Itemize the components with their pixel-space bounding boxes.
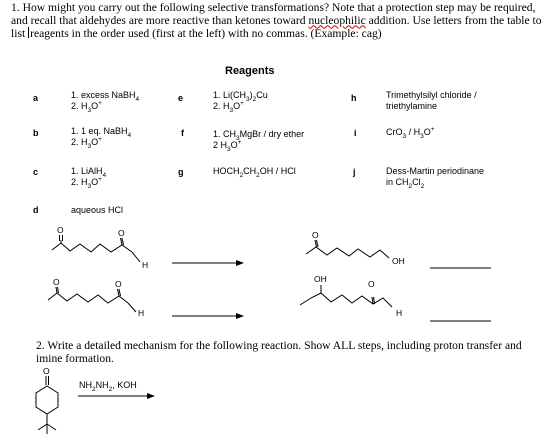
atom-hydroxyl: OH	[392, 256, 405, 266]
atom-oxygen: O	[118, 228, 125, 238]
question-1-part-3: reagents in the order used (first at the left) with no commas. (Example: cag)	[30, 27, 382, 41]
atom-hydroxyl: OH	[314, 274, 327, 284]
reagent-a: 1. excess NaBH$_4$ 2. $H_3O^+$	[71, 90, 140, 114]
atom-oxygen: O	[57, 225, 64, 235]
reagent-letter-b: b	[33, 128, 39, 138]
reagent-c: 1. LiAlH$_4$ 2. $H_3O^+$	[71, 166, 107, 190]
reagent-g: $HOCH_2CH_2OH$ / HCl	[213, 166, 296, 179]
reagent-letter-j: j	[353, 167, 356, 177]
reagent-d: aqueous HCl	[71, 205, 124, 215]
reagent-e: 1. $Li(CH_3)_2Cu$ 2. $H_3O^+$	[213, 90, 268, 114]
reagent-letter-d: d	[33, 205, 39, 215]
spellcheck-underlined-word: nucleophilic	[308, 13, 366, 27]
atom-hydrogen: H	[396, 308, 403, 318]
atom-oxygen: O	[312, 230, 319, 240]
question-2-reagents: $NH_2NH_2$, KOH	[79, 380, 137, 393]
reagent-letter-i: i	[354, 128, 357, 138]
question-1-part-2: addition. Use letters from the table to list	[11, 13, 542, 41]
reagent-f: 1. $CH_3MgBr$ / dry ether 2 $H_3O^+$	[213, 129, 305, 153]
atom-oxygen: O	[43, 366, 50, 376]
reagent-letter-g: g	[178, 167, 184, 177]
reagent-h: Trimethylsilyl chloride / triethylamine	[386, 90, 477, 111]
reagent-letter-h: h	[351, 93, 357, 103]
reagent-letter-c: c	[33, 167, 39, 177]
atom-oxygen: O	[53, 277, 60, 287]
atom-oxygen: O	[115, 279, 122, 289]
reagent-letter-e: e	[178, 93, 184, 103]
question-2-reactant-structure	[36, 366, 58, 434]
reagent-j: Dess-Martin periodinane in $CH_2Cl_2$	[386, 166, 485, 190]
atom-oxygen: O	[368, 279, 375, 289]
reaction-1-product-structure	[306, 230, 405, 266]
atom-hydrogen: H	[142, 260, 149, 270]
reaction-1-reactant-structure	[52, 225, 148, 270]
question-2-text: 2. Write a detailed mechanism for the following reaction. Show ALL steps, including proton transfer and imine formation.	[36, 339, 522, 365]
atom-hydrogen: H	[138, 308, 145, 318]
reagent-b: 1. 1 eq. NaBH$_4$ 2. $H_3O^+$	[71, 126, 132, 150]
question-1-part-1: 1. How might you carry out the following selective transformations? Note that a protection step may be required, and recall that aldehydes are more reactive than ketones toward	[11, 1, 536, 27]
reaction-2-product-structure	[300, 274, 402, 318]
reagent-i: $CrO_3 / H_3O^+$	[386, 126, 435, 140]
reagents-table-title: Reagents	[225, 65, 275, 77]
reagent-letter-a: a	[33, 93, 39, 103]
reaction-2-reactant-structure	[48, 277, 144, 318]
reagent-letter-f: f	[181, 128, 184, 138]
